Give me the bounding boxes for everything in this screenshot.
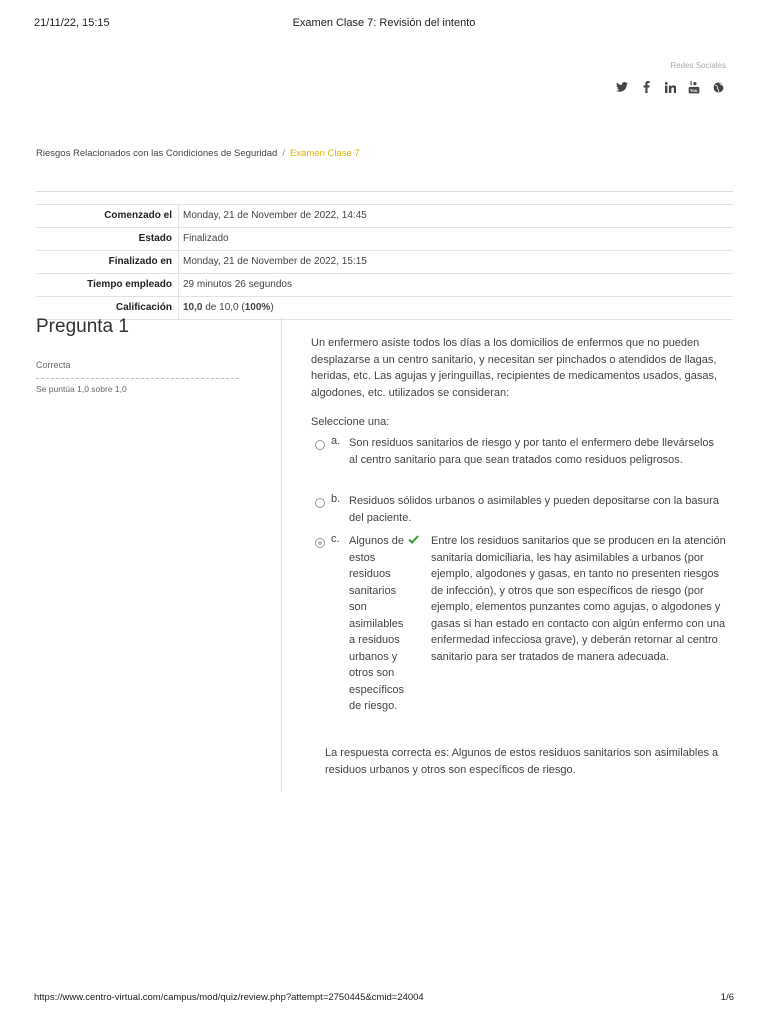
summary-label: Tiempo empleado bbox=[36, 274, 179, 297]
correct-check-icon bbox=[408, 531, 419, 549]
option-a-letter: a. bbox=[331, 435, 341, 447]
option-c-radio[interactable] bbox=[315, 538, 325, 548]
print-page-title: Examen Clase 7: Revisión del intento bbox=[292, 17, 476, 29]
summary-row bbox=[36, 274, 733, 297]
twitter-icon[interactable] bbox=[616, 80, 628, 94]
vertical-divider bbox=[281, 318, 282, 792]
print-page-number: 1/6 bbox=[720, 992, 734, 1003]
attempt-summary-table bbox=[36, 204, 733, 320]
breadcrumb-current[interactable]: Examen Clase 7 bbox=[290, 148, 360, 159]
summary-row bbox=[36, 297, 733, 320]
grade-middle: de 10,0 ( bbox=[202, 302, 245, 313]
summary-value: Monday, 21 de November de 2022, 14:45 bbox=[183, 210, 367, 221]
summary-row bbox=[36, 251, 733, 274]
summary-value: Finalizado bbox=[183, 233, 229, 244]
print-date: 21/11/22, 15:15 bbox=[34, 17, 110, 29]
breadcrumb-separator: / bbox=[282, 148, 285, 159]
summary-row bbox=[36, 228, 733, 251]
facebook-icon[interactable] bbox=[640, 80, 652, 94]
print-url: https://www.centro-virtual.com/campus/mod/quiz/review.php?attempt=2750445&cmid=24004 bbox=[34, 992, 424, 1003]
grade-percent: 100% bbox=[244, 302, 271, 313]
breadcrumb bbox=[36, 148, 360, 159]
linkedin-icon[interactable] bbox=[664, 80, 676, 94]
social-label: Redes Sociales bbox=[670, 61, 726, 70]
option-a-text[interactable]: Son residuos sanitarios de riesgo y por tanto el enfermero debe llevárselos al centro sanitario para que sean tratados como residuos peligrosos. bbox=[349, 437, 715, 466]
summary-label: Estado bbox=[36, 228, 179, 251]
option-c-text[interactable]: Algunos de estos residuos sanitarios son asimilables a residuos urbanos y otros son específicos de riesgo. bbox=[349, 535, 405, 712]
option-b-letter: b. bbox=[331, 493, 341, 505]
summary-grade-value bbox=[179, 297, 734, 320]
summary-row bbox=[36, 205, 733, 228]
grade-end: ) bbox=[270, 302, 274, 313]
summary-value: Monday, 21 de November de 2022, 15:15 bbox=[183, 256, 367, 267]
summary-label: Calificación bbox=[36, 297, 179, 320]
grade-score: 10,0 bbox=[183, 302, 203, 313]
option-a-radio[interactable] bbox=[315, 440, 325, 450]
divider bbox=[36, 191, 733, 192]
social-icons bbox=[616, 80, 724, 94]
question-grade: Se puntúa 1,0 sobre 1,0 bbox=[36, 384, 127, 394]
globe-icon[interactable] bbox=[712, 80, 724, 94]
question-text: Un enfermero asiste todos los días a los domicilios de enfermos que no pueden desplazarse a un centro sanitario, y necesitan ser pinchados o atendidos de llagas, heridas, etc. Las agujas y jeringuillas, recipientes de medicamentos usados, gasas, algodones, etc. utilizados se consideran: bbox=[311, 337, 718, 399]
right-answer: La respuesta correcta es: Algunos de estos residuos sanitarios son asimilables a residuos urbanos y otros son específicos de riesgo. bbox=[325, 747, 719, 776]
summary-label: Finalizado en bbox=[36, 251, 179, 274]
summary-label: Comenzado el bbox=[36, 205, 179, 228]
option-c-letter: c. bbox=[331, 533, 340, 545]
question-title: Pregunta 1 bbox=[36, 316, 129, 337]
youtube-icon[interactable] bbox=[688, 80, 700, 94]
option-b-radio[interactable] bbox=[315, 498, 325, 508]
option-b-text[interactable]: Residuos sólidos urbanos o asimilables y pueden depositarse con la basura del paciente. bbox=[349, 495, 719, 524]
summary-value: 29 minutos 26 segundos bbox=[183, 279, 292, 290]
dotted-divider bbox=[36, 378, 239, 379]
answer-prompt: Seleccione una: bbox=[311, 416, 390, 428]
question-status: Correcta bbox=[36, 360, 71, 370]
svg-text:You: You bbox=[689, 87, 698, 93]
option-feedback: Entre los residuos sanitarios que se producen en la atención sanitaria domiciliaria, les hay asimilables a urbanos (por ejemplo, algodones y gasas, en tanto no presenten riesgos de infección), y otros que son específicos de riesgo (por ejemplo, elementos punzantes como agujas, o algodones y gasas si han estado en contacto con algún enfermo con una enfermedad infecciosa grave), y deberán retornar al centro sanitario para ser tratados de manera adecuada. bbox=[431, 535, 726, 663]
breadcrumb-course[interactable]: Riesgos Relacionados con las Condiciones de Seguridad bbox=[36, 148, 278, 159]
